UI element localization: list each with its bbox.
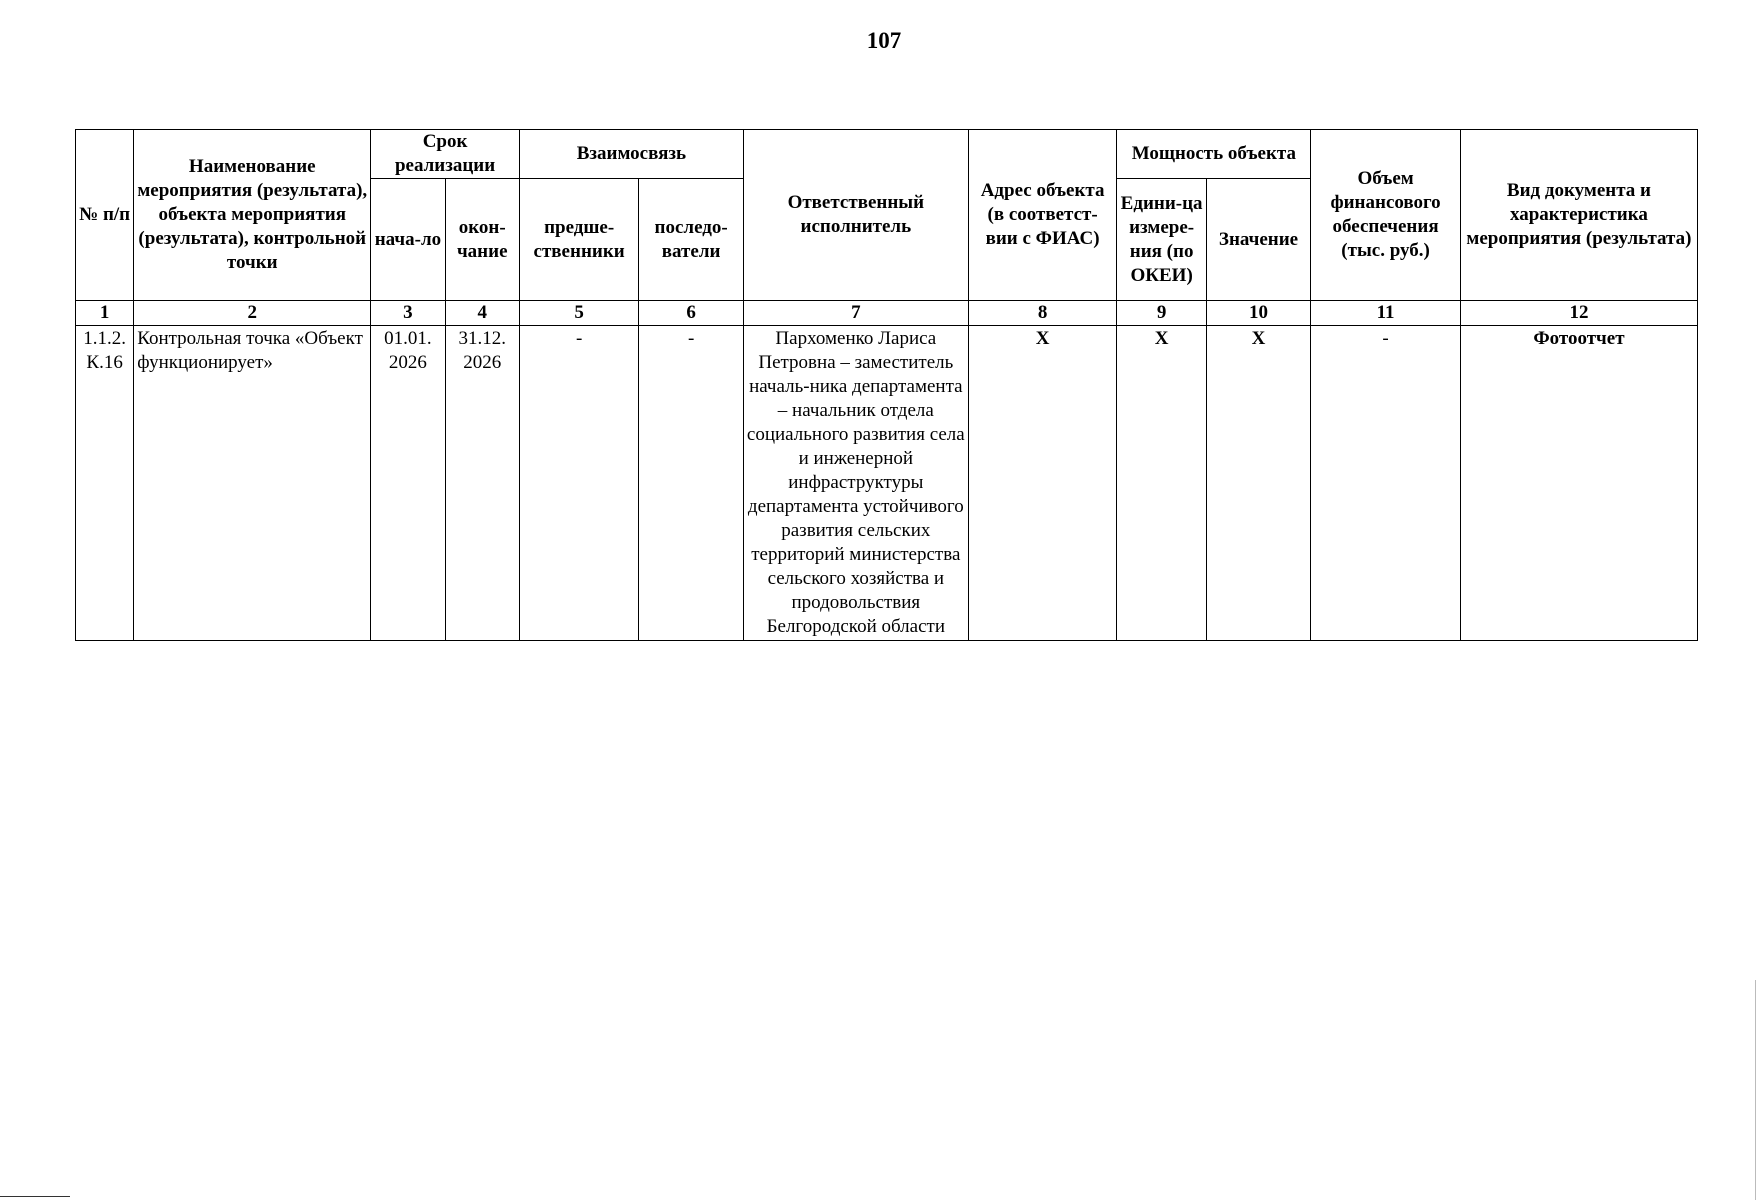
header-value: Значение <box>1206 179 1310 301</box>
header-predecessors: предше-ственники <box>519 179 639 301</box>
header-number: № п/п <box>76 130 134 301</box>
header-unit: Едини-ца измере-ния (по ОКЕИ) <box>1117 179 1206 301</box>
row-financing: - <box>1311 326 1461 641</box>
header-financing: Объем финансового обеспечения (тыс. руб.) <box>1311 130 1461 301</box>
header-start: нача-ло <box>371 179 445 301</box>
column-number: 12 <box>1460 301 1697 326</box>
scan-artifact-edge <box>1755 980 1756 1200</box>
row-responsible: Пархоменко Лариса Петровна – заместитель началь-ника департамента – начальник отдела социального развития села и инженерной инфраструктуры департамента устойчивого развития сельских территорий министерства сельского хозяйства и продовольствия Белгородской области <box>743 326 968 641</box>
row-start-date: 01.01. 2026 <box>371 326 445 641</box>
column-number: 5 <box>519 301 639 326</box>
row-document-type: Фотоотчет <box>1460 326 1697 641</box>
header-responsible: Ответственный исполнитель <box>743 130 968 301</box>
table-row <box>76 326 1698 641</box>
column-number: 3 <box>371 301 445 326</box>
row-predecessors: - <box>519 326 639 641</box>
row-unit: X <box>1117 326 1206 641</box>
column-number: 11 <box>1311 301 1461 326</box>
page-number: 107 <box>866 28 902 53</box>
header-name: Наименование мероприятия (результата), объекта мероприятия (результата), контрольной точки <box>134 130 371 301</box>
header-document: Вид документа и характеристика мероприятия (результата) <box>1460 130 1697 301</box>
activity-table <box>75 129 1698 641</box>
column-number: 6 <box>639 301 743 326</box>
column-number: 7 <box>743 301 968 326</box>
row-end-date: 31.12. 2026 <box>445 326 519 641</box>
table-header <box>76 130 1698 326</box>
column-number: 10 <box>1206 301 1310 326</box>
row-value: X <box>1206 326 1310 641</box>
header-capacity-group: Мощность объекта <box>1117 130 1311 179</box>
scan-artifact-line <box>0 1196 70 1197</box>
header-successors: последо-ватели <box>639 179 743 301</box>
column-number: 2 <box>134 301 371 326</box>
header-link-group: Взаимосвязь <box>519 130 743 179</box>
header-term-group: Срок реализации <box>371 130 520 179</box>
column-number-row <box>76 301 1698 326</box>
column-number: 8 <box>968 301 1117 326</box>
column-number: 9 <box>1117 301 1206 326</box>
header-end: окон-чание <box>445 179 519 301</box>
row-name: Контрольная точка «Объект функционирует» <box>134 326 371 641</box>
header-address: Адрес объекта (в соответст-вии с ФИАС) <box>968 130 1117 301</box>
row-address: X <box>968 326 1117 641</box>
row-number: 1.1.2. К.16 <box>76 326 134 641</box>
row-successors: - <box>639 326 743 641</box>
column-number: 1 <box>76 301 134 326</box>
column-number: 4 <box>445 301 519 326</box>
